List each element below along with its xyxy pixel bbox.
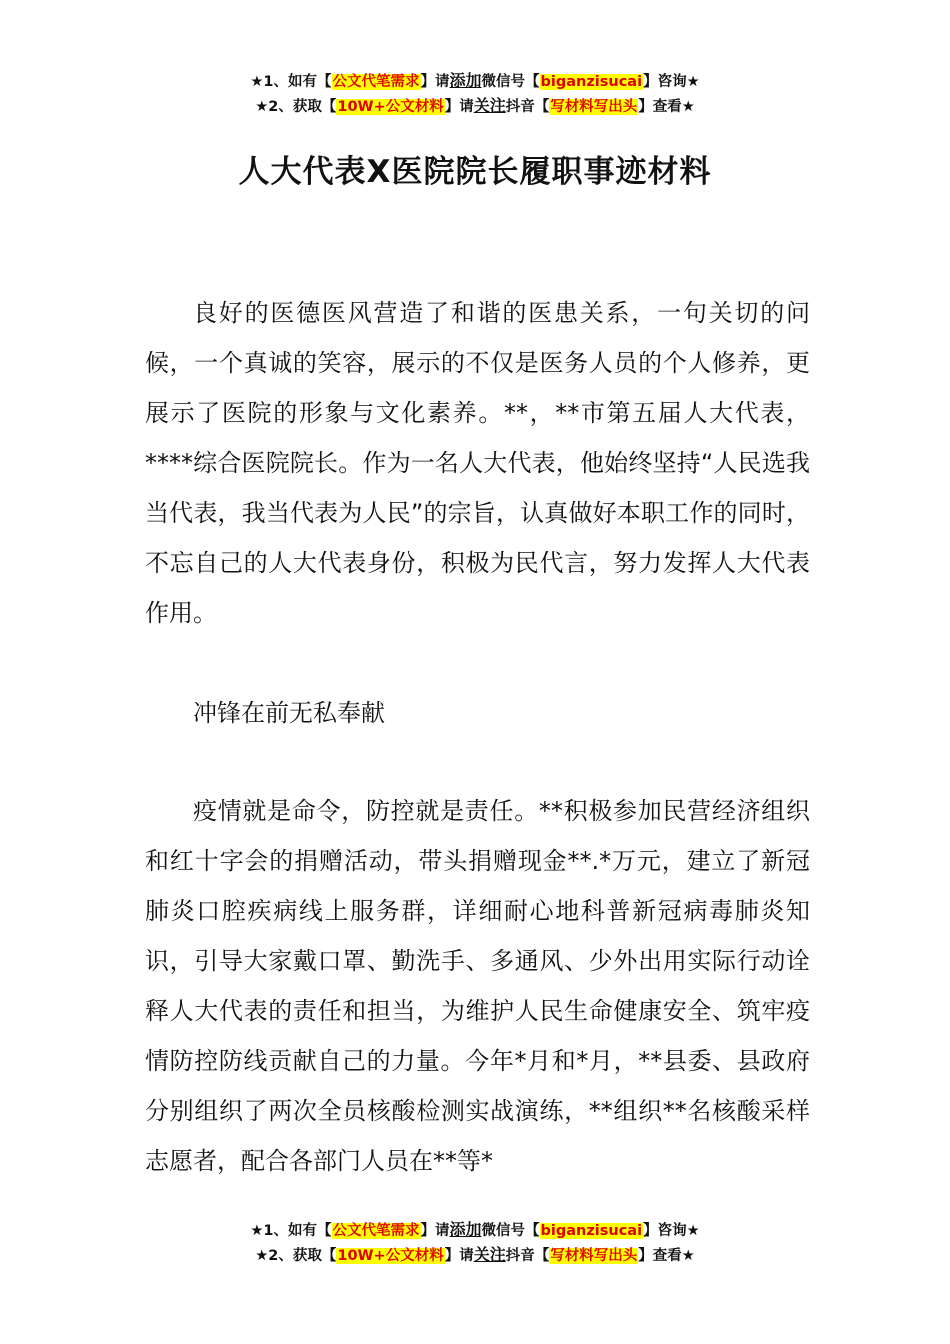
promo-line-2 xyxy=(0,94,950,119)
promo-text: ★1、如有【 xyxy=(250,74,332,90)
promo-text: ★2、获取【 xyxy=(255,99,337,115)
promo-text: 抖音【 xyxy=(505,1248,550,1264)
section-heading xyxy=(145,688,810,738)
promo-highlight-douyin: 写材料写出头 xyxy=(550,1248,638,1264)
promo-text: 】请 xyxy=(420,74,450,90)
promo-emphasis: 添加 xyxy=(449,1220,482,1239)
promo-highlight-wechat-id: biganzisucai xyxy=(540,74,643,90)
promo-highlight-service: 公文代笔需求 xyxy=(332,1223,420,1239)
footer-promo-banner xyxy=(0,1218,950,1268)
promo-text: 】请 xyxy=(444,1248,474,1264)
promo-line-1 xyxy=(0,69,950,94)
promo-text: 】查看★ xyxy=(638,1248,695,1264)
promo-text: 】请 xyxy=(444,99,474,115)
paragraph-intro xyxy=(145,288,810,638)
promo-highlight-douyin: 写材料写出头 xyxy=(550,99,638,115)
promo-emphasis: 关注 xyxy=(473,1245,506,1264)
document-title: 人大代表X医院院长履职事迹材料 xyxy=(238,154,712,190)
promo-emphasis: 添加 xyxy=(449,71,482,90)
promo-text: 】查看★ xyxy=(638,99,695,115)
promo-text: 抖音【 xyxy=(505,99,550,115)
promo-text: ★2、获取【 xyxy=(255,1248,337,1264)
promo-text: 微信号【 xyxy=(481,1223,540,1239)
promo-line-1 xyxy=(0,1218,950,1243)
promo-text: ★1、如有【 xyxy=(250,1223,332,1239)
promo-text: 微信号【 xyxy=(481,74,540,90)
promo-line-2 xyxy=(0,1243,950,1268)
paragraph-epidemic xyxy=(145,786,810,1186)
promo-text: 】咨询★ xyxy=(643,1223,700,1239)
promo-highlight-wechat-id: biganzisucai xyxy=(540,1223,643,1239)
promo-emphasis: 关注 xyxy=(473,96,506,115)
paragraph-text: 疫情就是命令，防控就是责任。**积极参加民营经济组织和红十字会的捐赠活动，带头捐赠现金**.*万元，建立了新冠肺炎口腔疾病线上服务群，详细耐心地科普新冠病毒肺炎知识，引导大家戴口罩、勤洗手、多通风、少外出用实际行动诠释人大代表的责任和担当，为维护人民生命健康安全、筑牢疫情防控防线贡献自己的力量。今年*月和*月，**县委、县政府分别组织了两次全员核酸检测实战演练，**组织**名核酸采样志愿者，配合各部门人员在**等* xyxy=(145,797,810,1175)
promo-highlight-materials: 10W+公文材料 xyxy=(337,99,444,115)
promo-highlight-service: 公文代笔需求 xyxy=(332,74,420,90)
paragraph-text: 良好的医德医风营造了和谐的医患关系，一句关切的问候，一个真诚的笑容，展示的不仅是医务人员的个人修养，更展示了医院的形象与文化素养。**，**市第五届人大代表，****综合医院院长。作为一名人大代表，他始终坚持“人民选我当代表，我当代表为人民”的宗旨，认真做好本职工作的同时，不忘自己的人大代表身份，积极为民代言，努力发挥人大代表作用。 xyxy=(145,299,810,627)
section-heading-text: 冲锋在前无私奉献 xyxy=(193,699,385,727)
header-promo-banner xyxy=(0,69,950,119)
promo-text: 】请 xyxy=(420,1223,450,1239)
promo-highlight-materials: 10W+公文材料 xyxy=(337,1248,444,1264)
promo-text: 】咨询★ xyxy=(643,74,700,90)
